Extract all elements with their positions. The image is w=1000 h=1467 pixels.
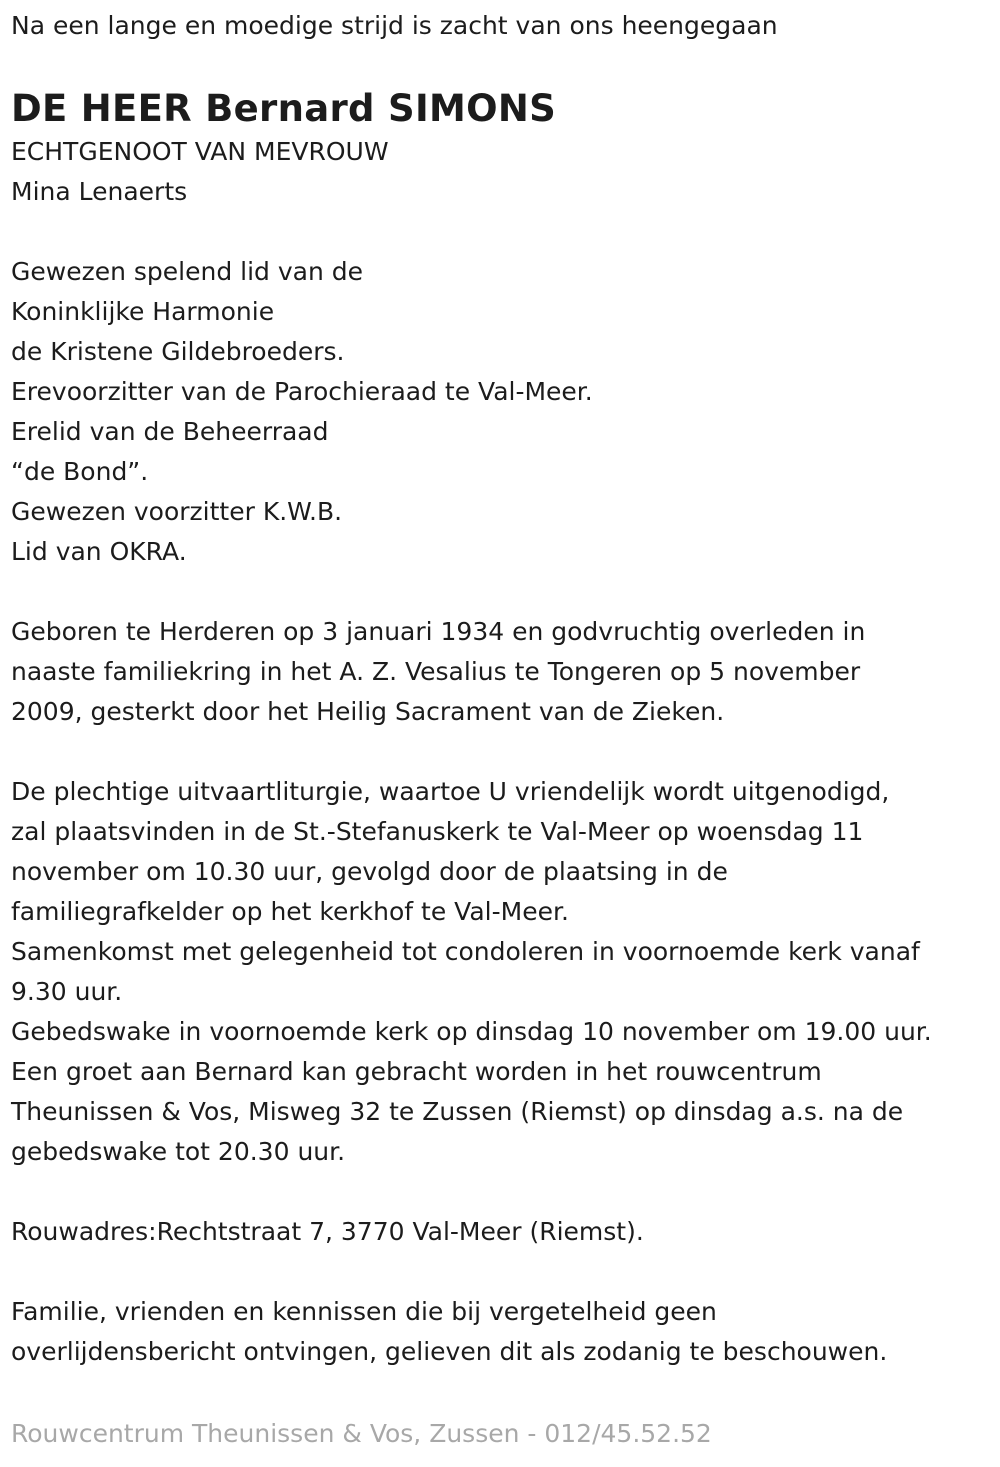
funeral-line: gebedswake tot 20.30 uur. [11, 1137, 346, 1166]
funeral-line: zal plaatsvinden in de St.-Stefanuskerk te Val-Meer op woensdag 11 [11, 817, 864, 846]
address-block [11, 1212, 990, 1252]
membership-line: Erelid van de Beheerraad [11, 417, 329, 446]
membership-line: Erevoorzitter van de Parochieraad te Val-Meer. [11, 377, 593, 406]
funeral-line: 9.30 uur. [11, 977, 123, 1006]
spouse-name: Mina Lenaerts [11, 177, 188, 206]
membership-line: de Kristene Gildebroeders. [11, 337, 345, 366]
birth-death-line: Geboren te Herderen op 3 januari 1934 en godvruchtig overleden in [11, 617, 866, 646]
funeral-block [11, 772, 990, 1172]
funeral-line: De plechtige uitvaartliturgie, waartoe U vriendelijk wordt uitgenodigd, [11, 777, 890, 806]
funeral-line: Theunissen & Vos, Misweg 32 te Zussen (Riemst) op dinsdag a.s. na de [11, 1097, 904, 1126]
spouse-title: ECHTGENOOT VAN MEVROUW [11, 137, 389, 166]
deceased-block [11, 86, 990, 212]
intro-text: Na een lange en moedige strijd is zacht van ons heengegaan [11, 11, 778, 40]
birth-death-block [11, 612, 990, 732]
closing-line: Familie, vrienden en kennissen die bij vergetelheid geen [11, 1297, 717, 1326]
funeral-line: familiegrafkelder op het kerkhof te Val-Meer. [11, 897, 569, 926]
membership-line: Gewezen spelend lid van de [11, 257, 364, 286]
deceased-name: DE HEER Bernard SIMONS [11, 87, 557, 130]
funeral-home-footer: Rouwcentrum Theunissen & Vos, Zussen - 012/45.52.52 [11, 1419, 712, 1448]
memberships-block [11, 252, 990, 572]
funeral-line: Samenkomst met gelegenheid tot condoleren in voornoemde kerk vanaf [11, 937, 920, 966]
membership-line: Lid van OKRA. [11, 537, 187, 566]
membership-line: Gewezen voorzitter K.W.B. [11, 497, 343, 526]
membership-line: “de Bond”. [11, 457, 149, 486]
funeral-line: Gebedswake in voornoemde kerk op dinsdag 10 november om 19.00 uur. [11, 1017, 932, 1046]
closing-line: overlijdensbericht ontvingen, gelieven dit als zodanig te beschouwen. [11, 1337, 888, 1366]
funeral-line: november om 10.30 uur, gevolgd door de plaatsing in de [11, 857, 728, 886]
mourning-address: Rouwadres:Rechtstraat 7, 3770 Val-Meer (Riemst). [11, 1217, 644, 1246]
membership-line: Koninklijke Harmonie [11, 297, 275, 326]
closing-block [11, 1292, 990, 1372]
birth-death-line: naaste familiekring in het A. Z. Vesalius te Tongeren op 5 november [11, 657, 861, 686]
funeral-line: Een groet aan Bernard kan gebracht worden in het rouwcentrum [11, 1057, 822, 1086]
birth-death-line: 2009, gesterkt door het Heilig Sacrament van de Zieken. [11, 697, 725, 726]
